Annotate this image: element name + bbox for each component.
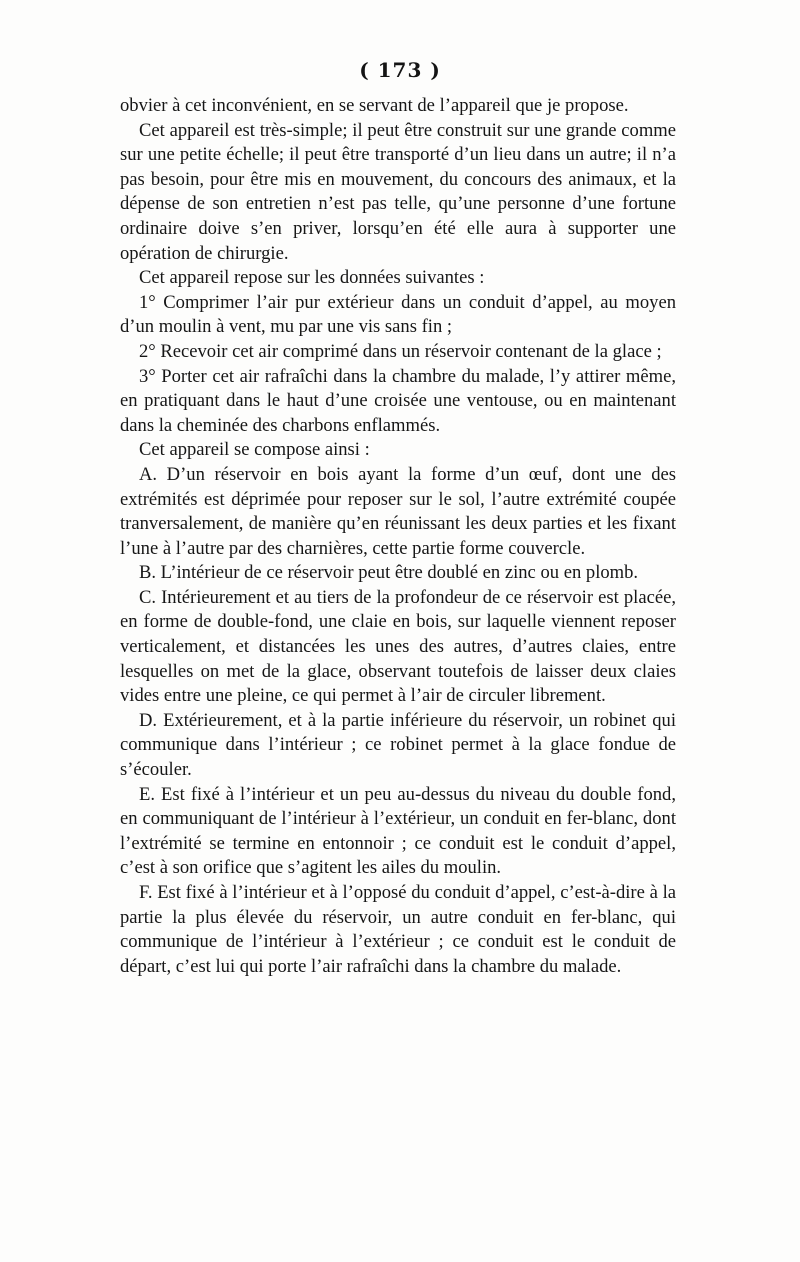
paragraph-continuation: obvier à cet inconvénient, en se servant de l’appareil que je propose.: [120, 95, 629, 116]
paragraph-part-a: A. D’un réservoir en bois ayant la forme d’un œuf, dont une des extrémités est déprimée pour reposer sur le sol, l’autre extrémité coupée tranversalement, de manière qu’en réunissant les deux parties et les fixant l’une à l’autre par des charnières, cette partie forme couvercle.: [120, 463, 676, 559]
page-number: ( 173 ): [359, 58, 441, 82]
paragraph-description: Cet appareil est très-simple; il peut être construit sur une grande comme sur une petite échelle; il peut être transporté d’un lieu dans un autre; il n’a pas besoin, pour être mis en mouvement, du concours des animaux, et la dépense de son entretien n’est pas telle, qu’une personne d’une fortune ordinaire doive s’en priver, lorsqu’en été elle aura à supporter une opération de chirurgie.: [120, 119, 676, 264]
paragraph-principle-3: 3° Porter cet air rafraîchi dans la chambre du malade, l’y attirer même, en pratiquant dans le haut d’une croisée une ventouse, ou en maintenant dans la cheminée des charbons enflammés.: [120, 365, 676, 436]
paragraph-part-c: C. Intérieurement et au tiers de la profondeur de ce réservoir est placée, en forme de double-fond, une claie en bois, sur laquelle viennent reposer verticalement, et distancées les unes des autres, d’autres claies, entre lesquelles on met de la glace, observant toutefois de laisser deux claies vides entre une pleine, ce qui permet à l’air de circuler librement.: [120, 586, 676, 707]
body-text: [120, 94, 676, 979]
paragraph-part-f: F. Est fixé à l’intérieur et à l’opposé du conduit d’appel, c’est-à-dire à la partie la plus élevée du réservoir, un autre conduit en fer-blanc, qui communique de l’intérieur à l’extérieur ; ce conduit est le conduit de départ, c’est lui qui porte l’air rafraîchi dans la chambre du malade.: [120, 882, 676, 977]
paragraph-part-b: B. L’intérieur de ce réservoir peut être doublé en zinc ou en plomb.: [138, 562, 639, 584]
paragraph-principles-intro: Cet appareil repose sur les données suivantes :: [138, 267, 485, 289]
paragraph-part-e: E. Est fixé à l’intérieur et un peu au-dessus du niveau du double fond, en communiquant de l’intérieur à l’extérieur, un conduit en fer-blanc, dont l’extrémité se termine en entonnoir ; ce conduit est le conduit d’appel, c’est à son orifice que s’agitent les ailes du moulin.: [120, 783, 676, 879]
paragraph-principle-2: 2° Recevoir cet air comprimé dans un réservoir contenant de la glace ;: [138, 340, 662, 362]
paragraph-composition-intro: Cet appareil se compose ainsi :: [138, 439, 370, 461]
paragraph-principle-1: 1° Comprimer l’air pur extérieur dans un conduit d’appel, au moyen d’un moulin à vent, mu par une vis sans fin ;: [120, 291, 676, 338]
paragraph-part-d: D. Extérieurement, et à la partie inférieure du réservoir, un robinet qui communique dans l’intérieur ; ce robinet permet à la glace fondue de s’écouler.: [120, 709, 676, 781]
